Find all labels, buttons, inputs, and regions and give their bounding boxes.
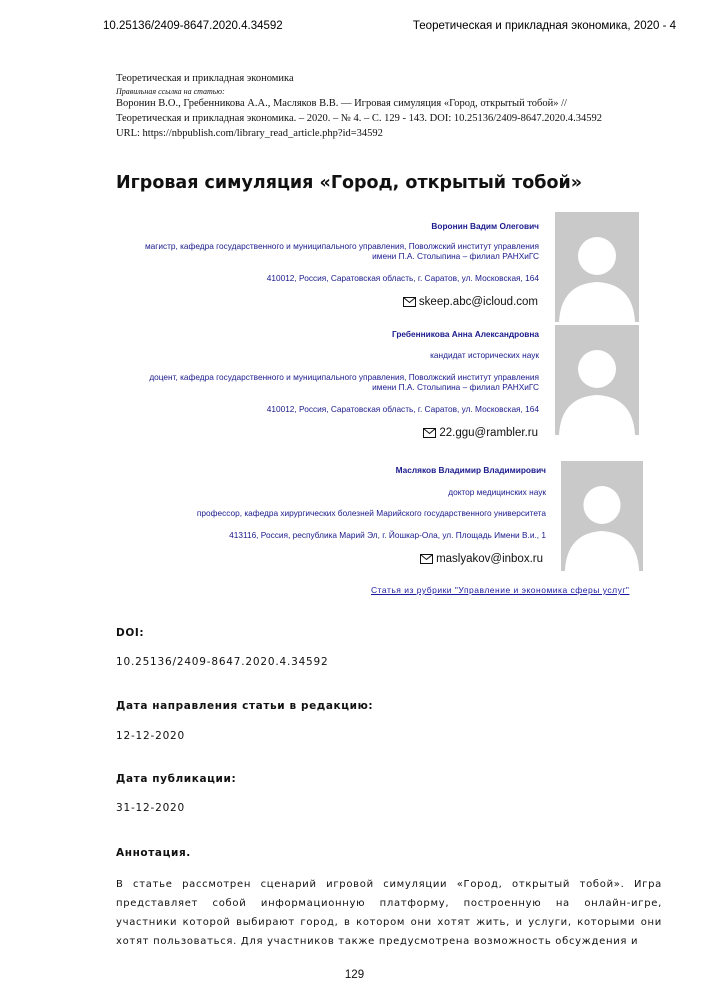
- published-value: 31-12-2020: [116, 802, 186, 814]
- author-3-email-text[interactable]: maslyakov@inbox.ru: [436, 553, 543, 565]
- header-journal: Теоретическая и прикладная экономика, 2020 - 4: [412, 20, 676, 32]
- abstract-text: В статье рассмотрен сценарий игровой симуляции «Город, открытый тобой». Игра представляет собой информационную платформу, построенную на онлайн-игре, участники которой выбирают город, в котором они хотят жить, и услуги, которыми они хотят пользоваться. Для участников также предусмотрена возможность обсуждения и: [116, 879, 662, 947]
- page-number: 129: [344, 969, 365, 981]
- author-1-name: Воронин Вадим Олегович: [431, 221, 539, 231]
- envelope-icon: [420, 554, 433, 564]
- avatar-silhouette-icon: [561, 461, 643, 571]
- author-1-position: [145, 241, 539, 261]
- author-3-position: профессор, кафедра хирургических болезней Марийского государственного университета: [196, 508, 546, 518]
- citation-journal: Теоретическая и прикладная экономика: [116, 73, 294, 84]
- citation-label: Правильная ссылка на статью:: [116, 87, 225, 96]
- author-2-position-line-2: имени П.А. Столыпина – филиал РАНХиГС: [372, 382, 539, 392]
- envelope-icon: [423, 428, 436, 438]
- author-1-position-line-1: магистр, кафедра государственного и муниципального управления, Поволжский институт управления: [144, 241, 539, 251]
- article-title: Игровая симуляция «Город, открытый тобой»: [116, 173, 583, 193]
- author-3-address: 413116, Россия, республика Марий Эл, г. Йошкар-Ола, ул. Площадь Имени В.и., 1: [229, 530, 546, 540]
- submitted-value: 12-12-2020: [116, 730, 186, 742]
- author-3-email[interactable]: [420, 553, 543, 565]
- author-2-photo: [555, 325, 639, 435]
- citation-url: URL: https://nbpublish.com/library_read_article.php?id=34592: [116, 128, 383, 139]
- avatar-silhouette-icon: [555, 212, 639, 322]
- author-2-name: Гребенникова Анна Александровна: [391, 329, 539, 339]
- author-2-position-line-1: доцент, кафедра государственного и муниципального управления, Поволжский институт управления: [149, 372, 539, 382]
- author-1-address: 410012, Россия, Саратовская область, г. Саратов, ул. Московская, 164: [266, 273, 539, 283]
- envelope-icon: [403, 297, 416, 307]
- citation-line-2: Теоретическая и прикладная экономика. – 2020. – № 4. – С. 129 - 143. DOI: 10.25136/2409-8647.2020.4.34592: [116, 113, 603, 124]
- avatar-silhouette-icon: [555, 325, 639, 435]
- citation-line-1: Воронин В.О., Гребенникова А.А., Масляков В.В. — Игровая симуляция «Город, открытый тобой» //: [116, 98, 567, 109]
- author-2-email-text[interactable]: 22.ggu@rambler.ru: [439, 427, 538, 439]
- author-1-photo: [555, 212, 639, 322]
- published-label: Дата публикации:: [116, 773, 237, 785]
- author-3-degree: доктор медицинских наук: [448, 487, 546, 497]
- author-1-email[interactable]: [403, 296, 538, 308]
- author-2-degree: кандидат исторических наук: [430, 350, 539, 360]
- rubric-link[interactable]: Статья из рубрики "Управление и экономика сферы услуг": [371, 585, 630, 595]
- header-doi: 10.25136/2409-8647.2020.4.34592: [103, 20, 283, 32]
- submitted-label: Дата направления статьи в редакцию:: [116, 700, 374, 712]
- abstract-label: Аннотация.: [116, 847, 191, 859]
- doi-value: 10.25136/2409-8647.2020.4.34592: [116, 656, 329, 668]
- author-2-position: [149, 372, 539, 392]
- author-1-position-line-2: имени П.А. Столыпина – филиал РАНХиГС: [372, 251, 539, 261]
- author-2-email[interactable]: [423, 427, 538, 439]
- author-3-name: Масляков Владимир Владимирович: [395, 465, 546, 475]
- author-1-email-text[interactable]: skeep.abc@icloud.com: [418, 296, 538, 308]
- author-3-photo: [561, 461, 643, 571]
- doi-label: DOI:: [116, 627, 145, 639]
- author-2-address: 410012, Россия, Саратовская область, г. Саратов, ул. Московская, 164: [266, 404, 539, 414]
